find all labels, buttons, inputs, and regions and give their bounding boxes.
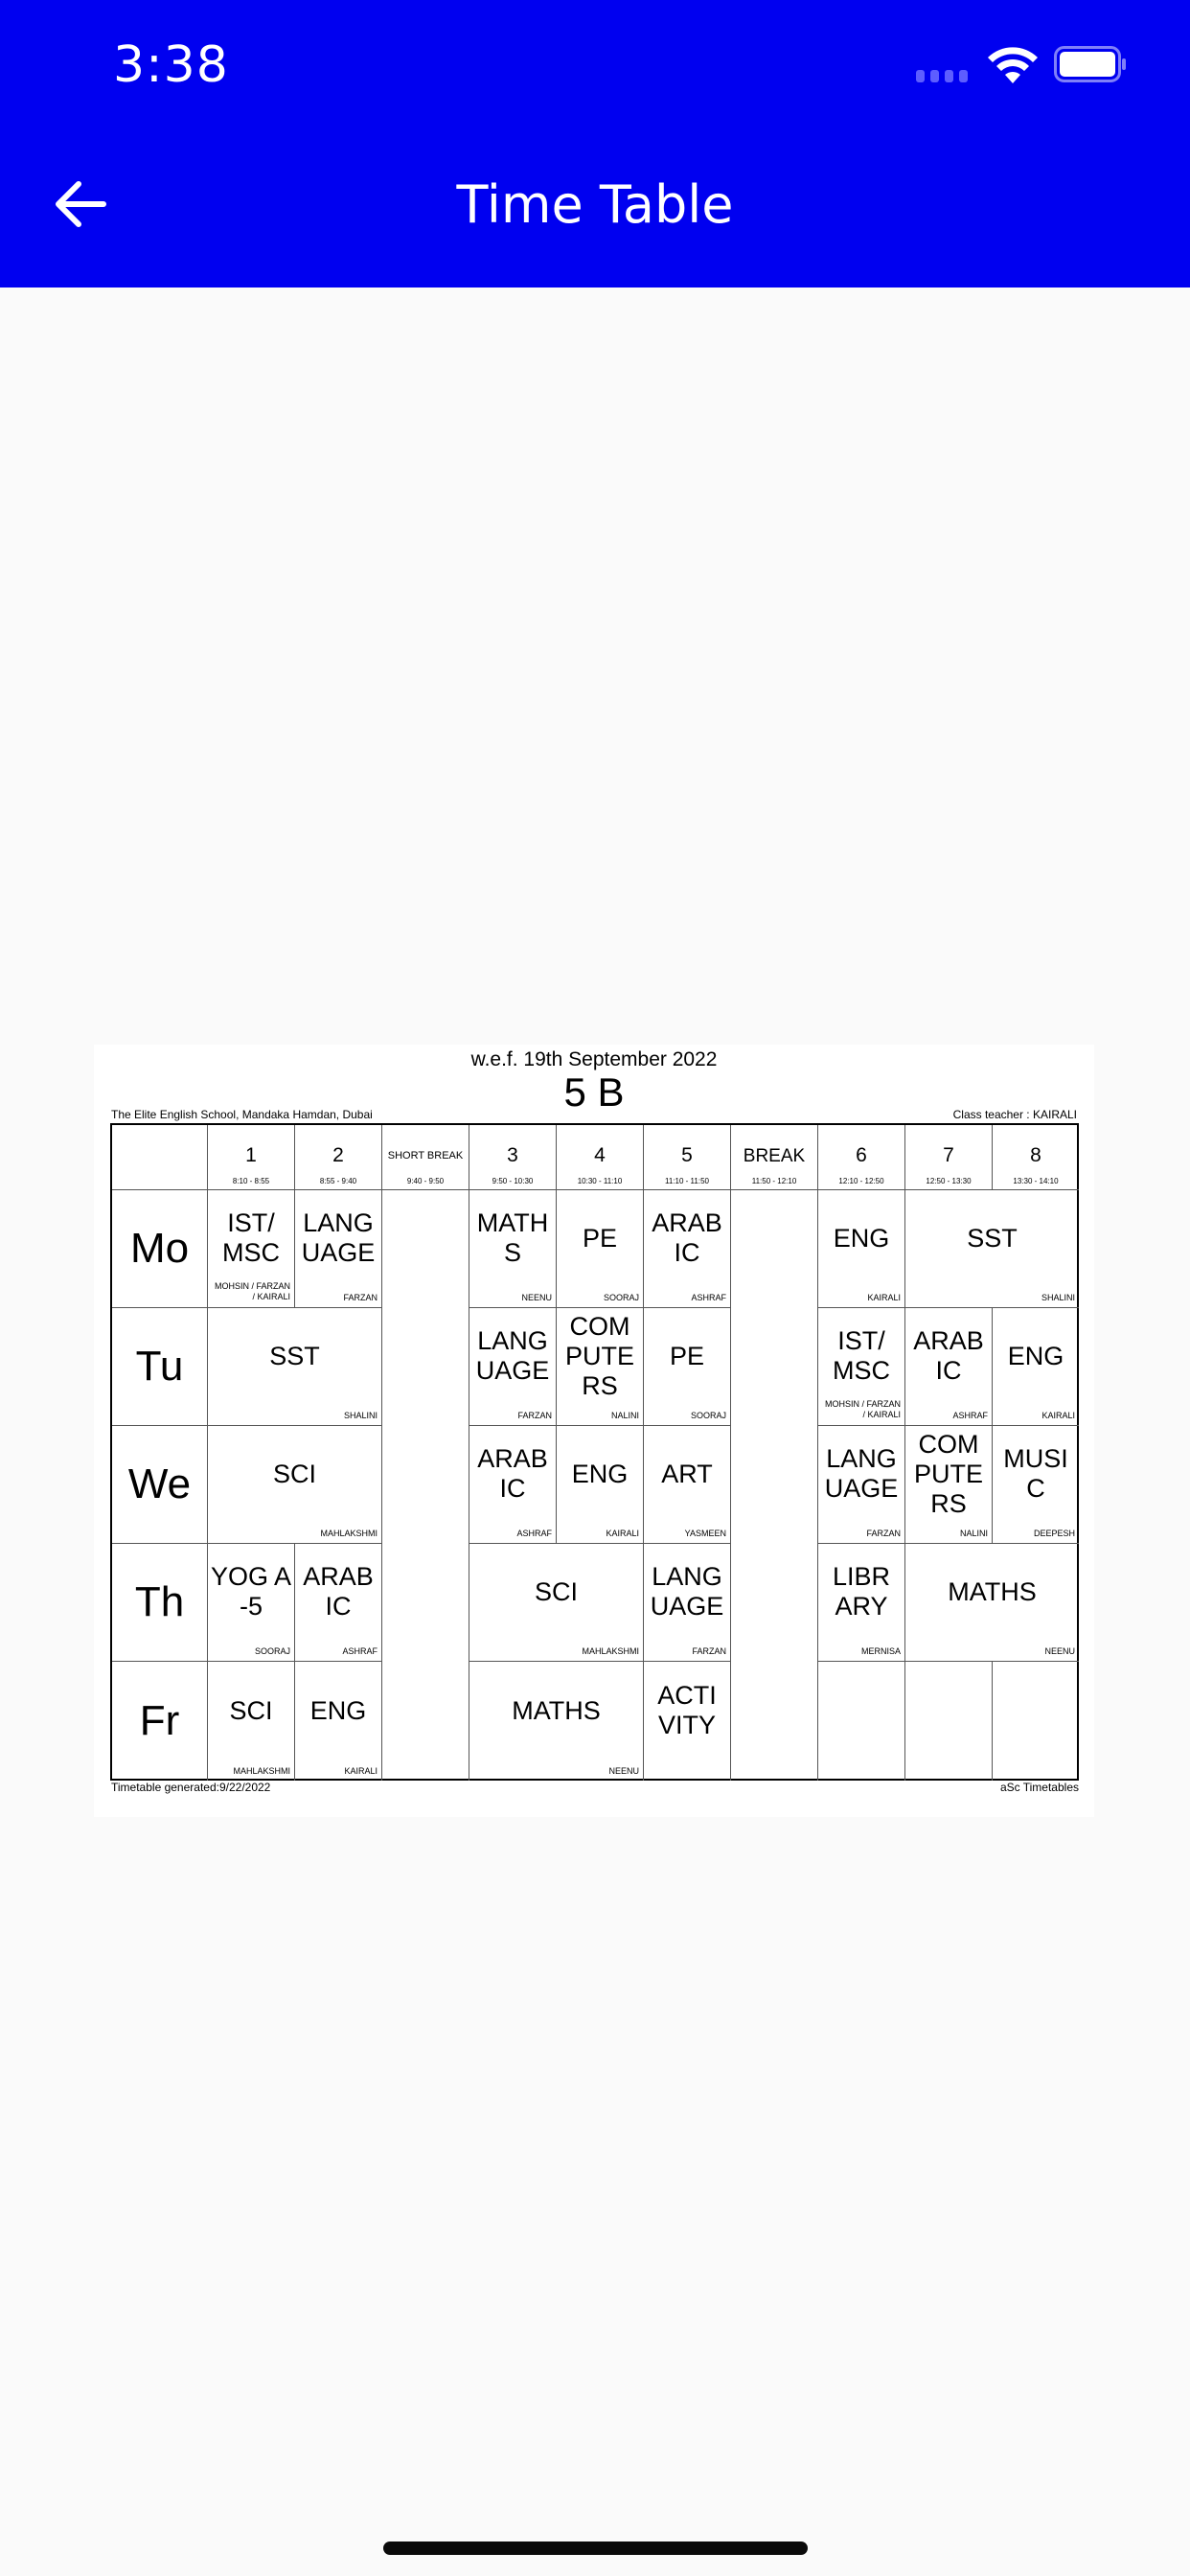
wifi-icon bbox=[984, 43, 1041, 86]
lesson-cell[interactable]: ARAB IC ASHRAF bbox=[295, 1544, 382, 1662]
timetable-grid bbox=[110, 1123, 1079, 1781]
lesson-cell[interactable]: ART YASMEEN bbox=[644, 1426, 731, 1544]
lesson-cell[interactable]: ARAB IC ASHRAF bbox=[469, 1426, 557, 1544]
status-time: 3:38 bbox=[113, 36, 229, 94]
lesson-cell[interactable]: IST/ MSC MOHSIN / FARZAN / KAIRALI bbox=[818, 1308, 905, 1426]
cellular-signal-icon bbox=[916, 70, 968, 82]
lesson-cell[interactable]: ENG KAIRALI bbox=[557, 1426, 644, 1544]
lesson-cell[interactable]: ARAB IC ASHRAF bbox=[905, 1308, 993, 1426]
day-label: Tu bbox=[112, 1308, 208, 1426]
day-label: Fr bbox=[112, 1662, 208, 1781]
corner-cell bbox=[112, 1125, 208, 1190]
column-header: SHORT BREAK 9:40 - 9:50 bbox=[382, 1125, 469, 1190]
lesson-cell[interactable]: SST SHALINI bbox=[905, 1190, 1079, 1308]
lesson-cell[interactable]: LIBR ARY MERNISA bbox=[818, 1544, 905, 1662]
break-column bbox=[731, 1190, 818, 1781]
lesson-cell[interactable]: SCI MAHLAKSHMI bbox=[208, 1426, 382, 1544]
class-teacher: Class teacher : KAIRALI bbox=[952, 1108, 1077, 1121]
lesson-cell[interactable]: LANG UAGE FARZAN bbox=[818, 1426, 905, 1544]
lesson-cell[interactable]: MATHS NEENU bbox=[469, 1662, 644, 1781]
lesson-cell[interactable]: LANG UAGE FARZAN bbox=[295, 1190, 382, 1308]
empty-cell bbox=[993, 1662, 1079, 1781]
column-header: 4 10:30 - 11:10 bbox=[557, 1125, 644, 1190]
lesson-cell[interactable]: SCI MAHLAKSHMI bbox=[469, 1544, 644, 1662]
short-break-column bbox=[382, 1190, 469, 1781]
day-label: Mo bbox=[112, 1190, 208, 1308]
class-name: 5 B bbox=[563, 1070, 625, 1115]
battery-icon bbox=[1054, 46, 1127, 82]
lesson-cell[interactable]: IST/ MSC MOHSIN / FARZAN / KAIRALI bbox=[208, 1190, 295, 1308]
app-header bbox=[0, 0, 1190, 288]
lesson-cell[interactable]: ARAB IC ASHRAF bbox=[644, 1190, 731, 1308]
day-label: Th bbox=[112, 1544, 208, 1662]
column-header: 1 8:10 - 8:55 bbox=[208, 1125, 295, 1190]
lesson-cell[interactable]: YOG A -5 SOORAJ bbox=[208, 1544, 295, 1662]
lesson-cell[interactable]: MATH S NEENU bbox=[469, 1190, 557, 1308]
column-header: 3 9:50 - 10:30 bbox=[469, 1125, 557, 1190]
software-credit: aSc Timetables bbox=[999, 1781, 1079, 1794]
school-name: The Elite English School, Mandaka Hamdan, Dubai bbox=[111, 1108, 373, 1121]
timetable-document bbox=[94, 1045, 1094, 1817]
lesson-cell[interactable]: LANG UAGE FARZAN bbox=[469, 1308, 557, 1426]
home-indicator[interactable] bbox=[383, 2542, 808, 2555]
lesson-cell[interactable]: LANG UAGE FARZAN bbox=[644, 1544, 731, 1662]
lesson-cell[interactable]: ENG KAIRALI bbox=[818, 1190, 905, 1308]
lesson-cell[interactable]: SST SHALINI bbox=[208, 1308, 382, 1426]
day-label: We bbox=[112, 1426, 208, 1544]
effective-date: w.e.f. 19th September 2022 bbox=[470, 1048, 718, 1070]
page-title: Time Table bbox=[456, 174, 734, 235]
column-header: 2 8:55 - 9:40 bbox=[295, 1125, 382, 1190]
lesson-cell[interactable]: PE SOORAJ bbox=[557, 1190, 644, 1308]
lesson-cell[interactable]: PE SOORAJ bbox=[644, 1308, 731, 1426]
column-header: 8 13:30 - 14:10 bbox=[993, 1125, 1079, 1190]
lesson-cell[interactable]: SCI MAHLAKSHMI bbox=[208, 1662, 295, 1781]
column-header: 6 12:10 - 12:50 bbox=[818, 1125, 905, 1190]
lesson-cell[interactable]: ACTI VITY bbox=[644, 1662, 731, 1781]
lesson-cell[interactable]: MUSI C DEEPESH bbox=[993, 1426, 1079, 1544]
empty-cell bbox=[818, 1662, 905, 1781]
empty-cell bbox=[905, 1662, 993, 1781]
lesson-cell[interactable]: MATHS NEENU bbox=[905, 1544, 1079, 1662]
column-header: BREAK 11:50 - 12:10 bbox=[731, 1125, 818, 1190]
generated-date: Timetable generated:9/22/2022 bbox=[111, 1781, 271, 1794]
lesson-cell[interactable]: ENG KAIRALI bbox=[993, 1308, 1079, 1426]
column-header: 5 11:10 - 11:50 bbox=[644, 1125, 731, 1190]
lesson-cell[interactable]: COM PUTE RS NALINI bbox=[905, 1426, 993, 1544]
lesson-cell[interactable]: ENG KAIRALI bbox=[295, 1662, 382, 1781]
lesson-cell[interactable]: COM PUTE RS NALINI bbox=[557, 1308, 644, 1426]
column-header: 7 12:50 - 13:30 bbox=[905, 1125, 993, 1190]
